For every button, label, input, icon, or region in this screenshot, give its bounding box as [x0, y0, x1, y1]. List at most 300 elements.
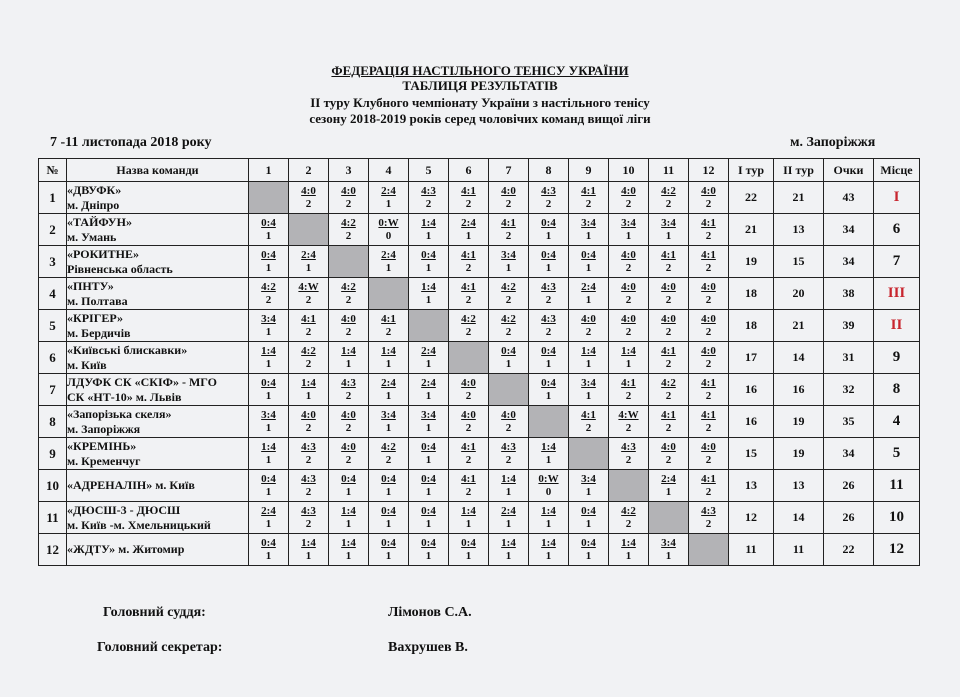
match-points: 2: [625, 293, 632, 306]
match-points: 1: [625, 549, 632, 562]
column-header: ІІ тур: [774, 159, 824, 182]
team-name-line2: м. Київ -м. Хмельницький: [67, 517, 211, 532]
match-score: 4:0: [581, 312, 596, 325]
match-score: 4:3: [501, 440, 516, 453]
team-name: [67, 278, 249, 310]
match-score-cell: [369, 534, 409, 566]
match-score: 4:3: [341, 376, 356, 389]
match-score-cell: [329, 534, 369, 566]
match-score-cell: [249, 214, 289, 246]
match-score-cell: [369, 406, 409, 438]
match-points: 2: [665, 421, 672, 434]
match-score-cell: [649, 246, 689, 278]
event-dates: 7 -11 листопада 2018 року: [50, 135, 212, 150]
team-number: 1: [39, 182, 67, 214]
match-score: 0:W: [538, 472, 559, 485]
match-points: 1: [585, 549, 592, 562]
match-points: 1: [385, 197, 392, 210]
team-row: [39, 214, 920, 246]
match-score-cell: [329, 214, 369, 246]
match-score-cell: [609, 438, 649, 470]
match-points: 1: [545, 357, 552, 370]
match-score: 4:0: [701, 312, 716, 325]
round1-points: 13: [729, 470, 774, 502]
match-score-cell: [249, 406, 289, 438]
match-score: 1:4: [381, 344, 396, 357]
match-score-cell: [609, 502, 649, 534]
column-header: 4: [369, 159, 409, 182]
match-points: 1: [265, 421, 272, 434]
team-row: [39, 406, 920, 438]
match-score: 0:4: [541, 344, 556, 357]
team-name-line2: м. Бердичів: [67, 325, 131, 340]
team-name-line2: м. Запоріжжя: [67, 421, 141, 436]
match-score: 1:4: [621, 536, 636, 549]
match-points: 1: [425, 229, 432, 242]
match-score-cell: [649, 342, 689, 374]
match-points: 2: [465, 453, 472, 466]
match-points: 0: [385, 229, 392, 242]
match-points: 2: [345, 421, 352, 434]
match-score-cell: [369, 438, 409, 470]
team-number: 2: [39, 214, 67, 246]
match-score-cell: [569, 406, 609, 438]
match-points: 1: [305, 549, 312, 562]
match-score-cell: [569, 374, 609, 406]
match-points: 1: [425, 485, 432, 498]
match-points: 1: [585, 229, 592, 242]
match-score-cell: [289, 470, 329, 502]
match-score-cell: [609, 406, 649, 438]
round1-points: 18: [729, 310, 774, 342]
team-place: 4: [874, 406, 920, 438]
match-score-cell: [569, 470, 609, 502]
match-score: 0:4: [341, 472, 356, 485]
round1-points: 12: [729, 502, 774, 534]
match-score: 0:4: [421, 248, 436, 261]
match-score: 4:1: [701, 408, 716, 421]
team-name: [67, 534, 249, 566]
match-points: 2: [585, 325, 592, 338]
team-place: 11: [874, 470, 920, 502]
match-score-cell: [449, 406, 489, 438]
team-name-line1: «ТАЙФУН»: [67, 214, 132, 229]
match-score: 1:4: [341, 344, 356, 357]
match-score: 0:4: [541, 216, 556, 229]
match-score: 2:4: [581, 280, 596, 293]
team-number: 11: [39, 502, 67, 534]
match-points: 1: [465, 517, 472, 530]
match-points: 2: [465, 325, 472, 338]
match-score-cell: [689, 470, 729, 502]
match-score: 4:0: [341, 312, 356, 325]
match-points: 2: [505, 325, 512, 338]
match-score-cell: [689, 310, 729, 342]
team-name-line2: м. Полтава: [67, 293, 128, 308]
match-score-cell: [409, 406, 449, 438]
match-score: 3:4: [581, 216, 596, 229]
team-name-line1: «ПНТУ»: [67, 278, 114, 293]
match-score-cell: [569, 534, 609, 566]
results-table: [38, 158, 920, 566]
match-score-cell: [409, 534, 449, 566]
column-header: 9: [569, 159, 609, 182]
match-score: 4:1: [661, 344, 676, 357]
match-points: 2: [665, 357, 672, 370]
column-header: №: [39, 159, 67, 182]
team-place: 8: [874, 374, 920, 406]
match-points: 2: [705, 261, 712, 274]
round1-points: 17: [729, 342, 774, 374]
match-score: 4:1: [701, 248, 716, 261]
match-points: 2: [465, 197, 472, 210]
match-score-cell: [449, 182, 489, 214]
match-score: 4:3: [301, 504, 316, 517]
match-points: 1: [505, 485, 512, 498]
match-points: 1: [265, 389, 272, 402]
match-points: 2: [705, 517, 712, 530]
match-score: 4:0: [501, 408, 516, 421]
match-score: 4:2: [381, 440, 396, 453]
match-score: 3:4: [421, 408, 436, 421]
match-score: 4:0: [621, 280, 636, 293]
match-points: 2: [385, 453, 392, 466]
match-score: 1:4: [461, 504, 476, 517]
column-header: 12: [689, 159, 729, 182]
match-score-cell: [529, 438, 569, 470]
team-name: [67, 438, 249, 470]
match-score: 4:1: [501, 216, 516, 229]
match-points: 2: [705, 197, 712, 210]
total-points: 34: [824, 438, 874, 470]
team-place: І: [874, 182, 920, 214]
round2-points: 21: [774, 182, 824, 214]
match-score: 4:2: [621, 504, 636, 517]
match-points: 2: [665, 293, 672, 306]
match-score-cell: [569, 182, 609, 214]
match-score-cell: [249, 246, 289, 278]
match-points: 2: [305, 293, 312, 306]
match-points: 2: [625, 325, 632, 338]
match-points: 1: [465, 229, 472, 242]
match-score-cell: [529, 502, 569, 534]
match-score-cell: [569, 246, 609, 278]
team-name: [67, 342, 249, 374]
self-match-cell: [289, 214, 329, 246]
match-score-cell: [369, 502, 409, 534]
round1-points: 16: [729, 374, 774, 406]
round2-points: 13: [774, 214, 824, 246]
total-points: 34: [824, 214, 874, 246]
match-score-cell: [249, 342, 289, 374]
match-points: 1: [385, 421, 392, 434]
match-score: 4:3: [701, 504, 716, 517]
match-score-cell: [609, 534, 649, 566]
match-score-cell: [409, 374, 449, 406]
match-score-cell: [289, 310, 329, 342]
column-header: 7: [489, 159, 529, 182]
match-score-cell: [649, 278, 689, 310]
match-points: 2: [625, 197, 632, 210]
total-points: 26: [824, 502, 874, 534]
round1-points: 21: [729, 214, 774, 246]
team-place: 10: [874, 502, 920, 534]
match-score-cell: [329, 278, 369, 310]
match-score: 4:1: [461, 184, 476, 197]
match-score-cell: [329, 182, 369, 214]
match-score-cell: [289, 182, 329, 214]
match-score-cell: [409, 470, 449, 502]
match-score-cell: [369, 342, 409, 374]
match-score-cell: [289, 278, 329, 310]
team-name-line2: Рівненська область: [67, 261, 173, 276]
match-points: 2: [465, 485, 472, 498]
column-header: 8: [529, 159, 569, 182]
match-score: 0:4: [261, 216, 276, 229]
team-name-line2: СК «НТ-10» м. Львів: [67, 389, 182, 404]
match-score: 1:4: [581, 344, 596, 357]
match-score-cell: [449, 310, 489, 342]
match-score: 4:2: [341, 216, 356, 229]
match-points: 1: [545, 517, 552, 530]
match-score: 4:2: [301, 344, 316, 357]
team-place: 9: [874, 342, 920, 374]
match-score: 4:2: [661, 184, 676, 197]
match-points: 1: [385, 357, 392, 370]
match-score: 1:4: [541, 536, 556, 549]
match-points: 2: [425, 197, 432, 210]
match-score: 4:0: [301, 408, 316, 421]
round2-points: 11: [774, 534, 824, 566]
match-points: 2: [665, 197, 672, 210]
team-number: 5: [39, 310, 67, 342]
match-score: 3:4: [261, 312, 276, 325]
match-points: 1: [545, 549, 552, 562]
match-score: 1:4: [501, 472, 516, 485]
team-name: [67, 246, 249, 278]
match-score: 2:4: [501, 504, 516, 517]
match-score-cell: [249, 470, 289, 502]
team-row: [39, 342, 920, 374]
match-score: 1:4: [621, 344, 636, 357]
match-score: 0:4: [501, 344, 516, 357]
match-score: 4:0: [701, 440, 716, 453]
team-name-line1: «ЖДТУ» м. Житомир: [67, 542, 185, 556]
team-number: 12: [39, 534, 67, 566]
self-match-cell: [569, 438, 609, 470]
match-score: 3:4: [381, 408, 396, 421]
match-points: 1: [265, 357, 272, 370]
match-score-cell: [449, 502, 489, 534]
match-points: 2: [705, 389, 712, 402]
column-header: Назва команди: [67, 159, 249, 182]
match-points: 2: [705, 453, 712, 466]
team-name: [67, 214, 249, 246]
match-points: 1: [585, 261, 592, 274]
match-score-cell: [449, 534, 489, 566]
match-score: 2:4: [301, 248, 316, 261]
match-score: 4:2: [501, 312, 516, 325]
match-score-cell: [529, 534, 569, 566]
round2-points: 14: [774, 502, 824, 534]
match-score: 2:4: [421, 376, 436, 389]
match-score: 4:1: [461, 440, 476, 453]
match-score-cell: [689, 246, 729, 278]
team-name: [67, 470, 249, 502]
team-name-line2: м. Умань: [67, 229, 117, 244]
match-score: 4:2: [461, 312, 476, 325]
match-score: 4:1: [701, 216, 716, 229]
match-points: 2: [465, 261, 472, 274]
match-points: 2: [505, 293, 512, 306]
team-name-line2: м. Дніпро: [67, 197, 120, 212]
match-score: 4:0: [621, 184, 636, 197]
match-score-cell: [689, 374, 729, 406]
match-score-cell: [489, 534, 529, 566]
team-row: [39, 310, 920, 342]
chief-secretary-label: Головний секретар:: [97, 640, 223, 655]
match-score: 2:4: [381, 376, 396, 389]
match-score: 4:1: [661, 408, 676, 421]
match-points: 2: [505, 229, 512, 242]
team-name-line1: «Запорізька скеля»: [67, 406, 172, 421]
match-points: 1: [425, 389, 432, 402]
match-points: 1: [665, 229, 672, 242]
match-score: 2:4: [381, 184, 396, 197]
match-points: 2: [465, 421, 472, 434]
team-place: 7: [874, 246, 920, 278]
match-score-cell: [249, 310, 289, 342]
match-points: 2: [305, 485, 312, 498]
column-header: 1: [249, 159, 289, 182]
match-points: 1: [585, 357, 592, 370]
self-match-cell: [649, 502, 689, 534]
match-score: 0:4: [261, 472, 276, 485]
match-score: 4:3: [301, 472, 316, 485]
match-points: 2: [505, 453, 512, 466]
match-score: 4:2: [501, 280, 516, 293]
match-score: 4:W: [618, 408, 639, 421]
match-score-cell: [649, 310, 689, 342]
team-row: [39, 438, 920, 470]
team-name: [67, 310, 249, 342]
round2-points: 21: [774, 310, 824, 342]
match-score-cell: [249, 438, 289, 470]
total-points: 43: [824, 182, 874, 214]
match-points: 1: [385, 485, 392, 498]
match-score-cell: [409, 278, 449, 310]
match-points: 1: [385, 549, 392, 562]
match-score-cell: [249, 278, 289, 310]
match-points: 1: [425, 357, 432, 370]
team-place: 6: [874, 214, 920, 246]
match-score-cell: [409, 342, 449, 374]
match-points: 2: [345, 325, 352, 338]
match-score: 4:0: [661, 280, 676, 293]
team-name-line1: «ДВУФК»: [67, 182, 122, 197]
match-points: 1: [505, 549, 512, 562]
column-header: 6: [449, 159, 489, 182]
match-points: 2: [625, 421, 632, 434]
match-points: 2: [585, 197, 592, 210]
match-score-cell: [529, 310, 569, 342]
match-points: 2: [545, 325, 552, 338]
match-score-cell: [609, 214, 649, 246]
match-score: 4:2: [661, 376, 676, 389]
round1-points: 22: [729, 182, 774, 214]
match-points: 2: [665, 261, 672, 274]
round2-points: 19: [774, 406, 824, 438]
match-score: 4:1: [581, 184, 596, 197]
match-points: 2: [345, 293, 352, 306]
total-points: 38: [824, 278, 874, 310]
match-score: 4:1: [621, 376, 636, 389]
match-points: 2: [305, 357, 312, 370]
match-points: 2: [385, 325, 392, 338]
match-score-cell: [489, 278, 529, 310]
match-score-cell: [489, 438, 529, 470]
match-score: 0:4: [581, 504, 596, 517]
match-score: 4:1: [661, 248, 676, 261]
match-score: 1:4: [541, 504, 556, 517]
match-score-cell: [649, 182, 689, 214]
match-score-cell: [569, 502, 609, 534]
team-row: [39, 470, 920, 502]
match-points: 1: [545, 389, 552, 402]
match-score: 2:4: [261, 504, 276, 517]
match-score-cell: [489, 502, 529, 534]
match-score-cell: [289, 502, 329, 534]
team-name: [67, 502, 249, 534]
match-score-cell: [529, 470, 569, 502]
match-score-cell: [609, 246, 649, 278]
match-score-cell: [289, 534, 329, 566]
match-points: 2: [345, 453, 352, 466]
match-score: 2:4: [421, 344, 436, 357]
match-score: 0:4: [541, 376, 556, 389]
match-points: 2: [625, 453, 632, 466]
match-score-cell: [489, 182, 529, 214]
match-score-cell: [329, 438, 369, 470]
match-points: 2: [665, 453, 672, 466]
match-score: 4:3: [541, 280, 556, 293]
team-row: [39, 182, 920, 214]
match-points: 2: [345, 197, 352, 210]
match-score-cell: [329, 342, 369, 374]
match-points: 2: [705, 357, 712, 370]
match-score: 4:3: [541, 312, 556, 325]
match-points: 1: [425, 421, 432, 434]
match-points: 1: [265, 453, 272, 466]
chief-secretary-name: Вахрушев В.: [388, 640, 468, 655]
match-points: 1: [665, 549, 672, 562]
match-score-cell: [409, 246, 449, 278]
match-points: 2: [705, 229, 712, 242]
match-points: 2: [665, 325, 672, 338]
round2-points: 20: [774, 278, 824, 310]
match-score: 1:4: [301, 536, 316, 549]
match-score-cell: [529, 182, 569, 214]
match-score: 4:3: [621, 440, 636, 453]
match-score: 4:3: [421, 184, 436, 197]
match-score: 1:4: [261, 440, 276, 453]
match-score: 0:4: [461, 536, 476, 549]
column-header: Очки: [824, 159, 874, 182]
match-score-cell: [289, 342, 329, 374]
match-score: 1:4: [421, 216, 436, 229]
match-score-cell: [409, 214, 449, 246]
match-score: 0:4: [421, 536, 436, 549]
